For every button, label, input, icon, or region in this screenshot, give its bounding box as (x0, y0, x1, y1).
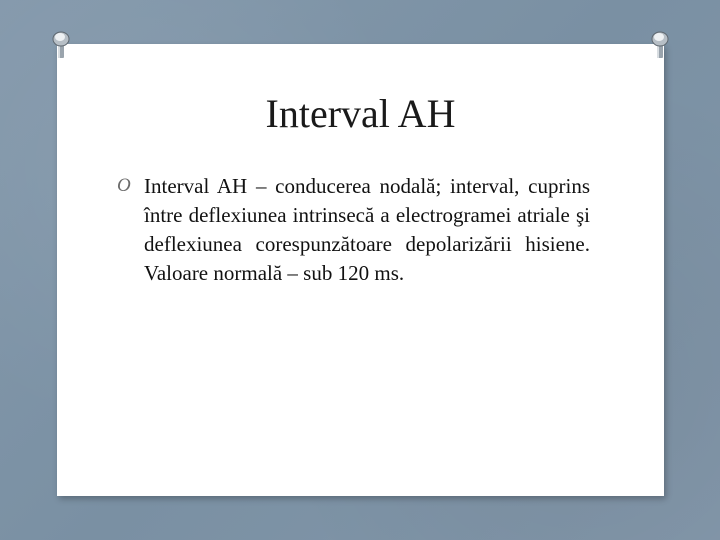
bullet-text: Interval AH – conducerea nodală; interval, cuprins între deflexiunea intrinsecă a electrogramei atriale şi deflexiunea corespunzătoare depolarizării hisiene. Valoare normală – sub 120 ms. (144, 174, 590, 285)
bullet-marker: O (117, 175, 131, 196)
pushpin-icon (51, 30, 71, 60)
pushpin-icon (650, 30, 670, 60)
bullet-item (117, 172, 590, 288)
slide-title: Interval AH (265, 91, 456, 136)
